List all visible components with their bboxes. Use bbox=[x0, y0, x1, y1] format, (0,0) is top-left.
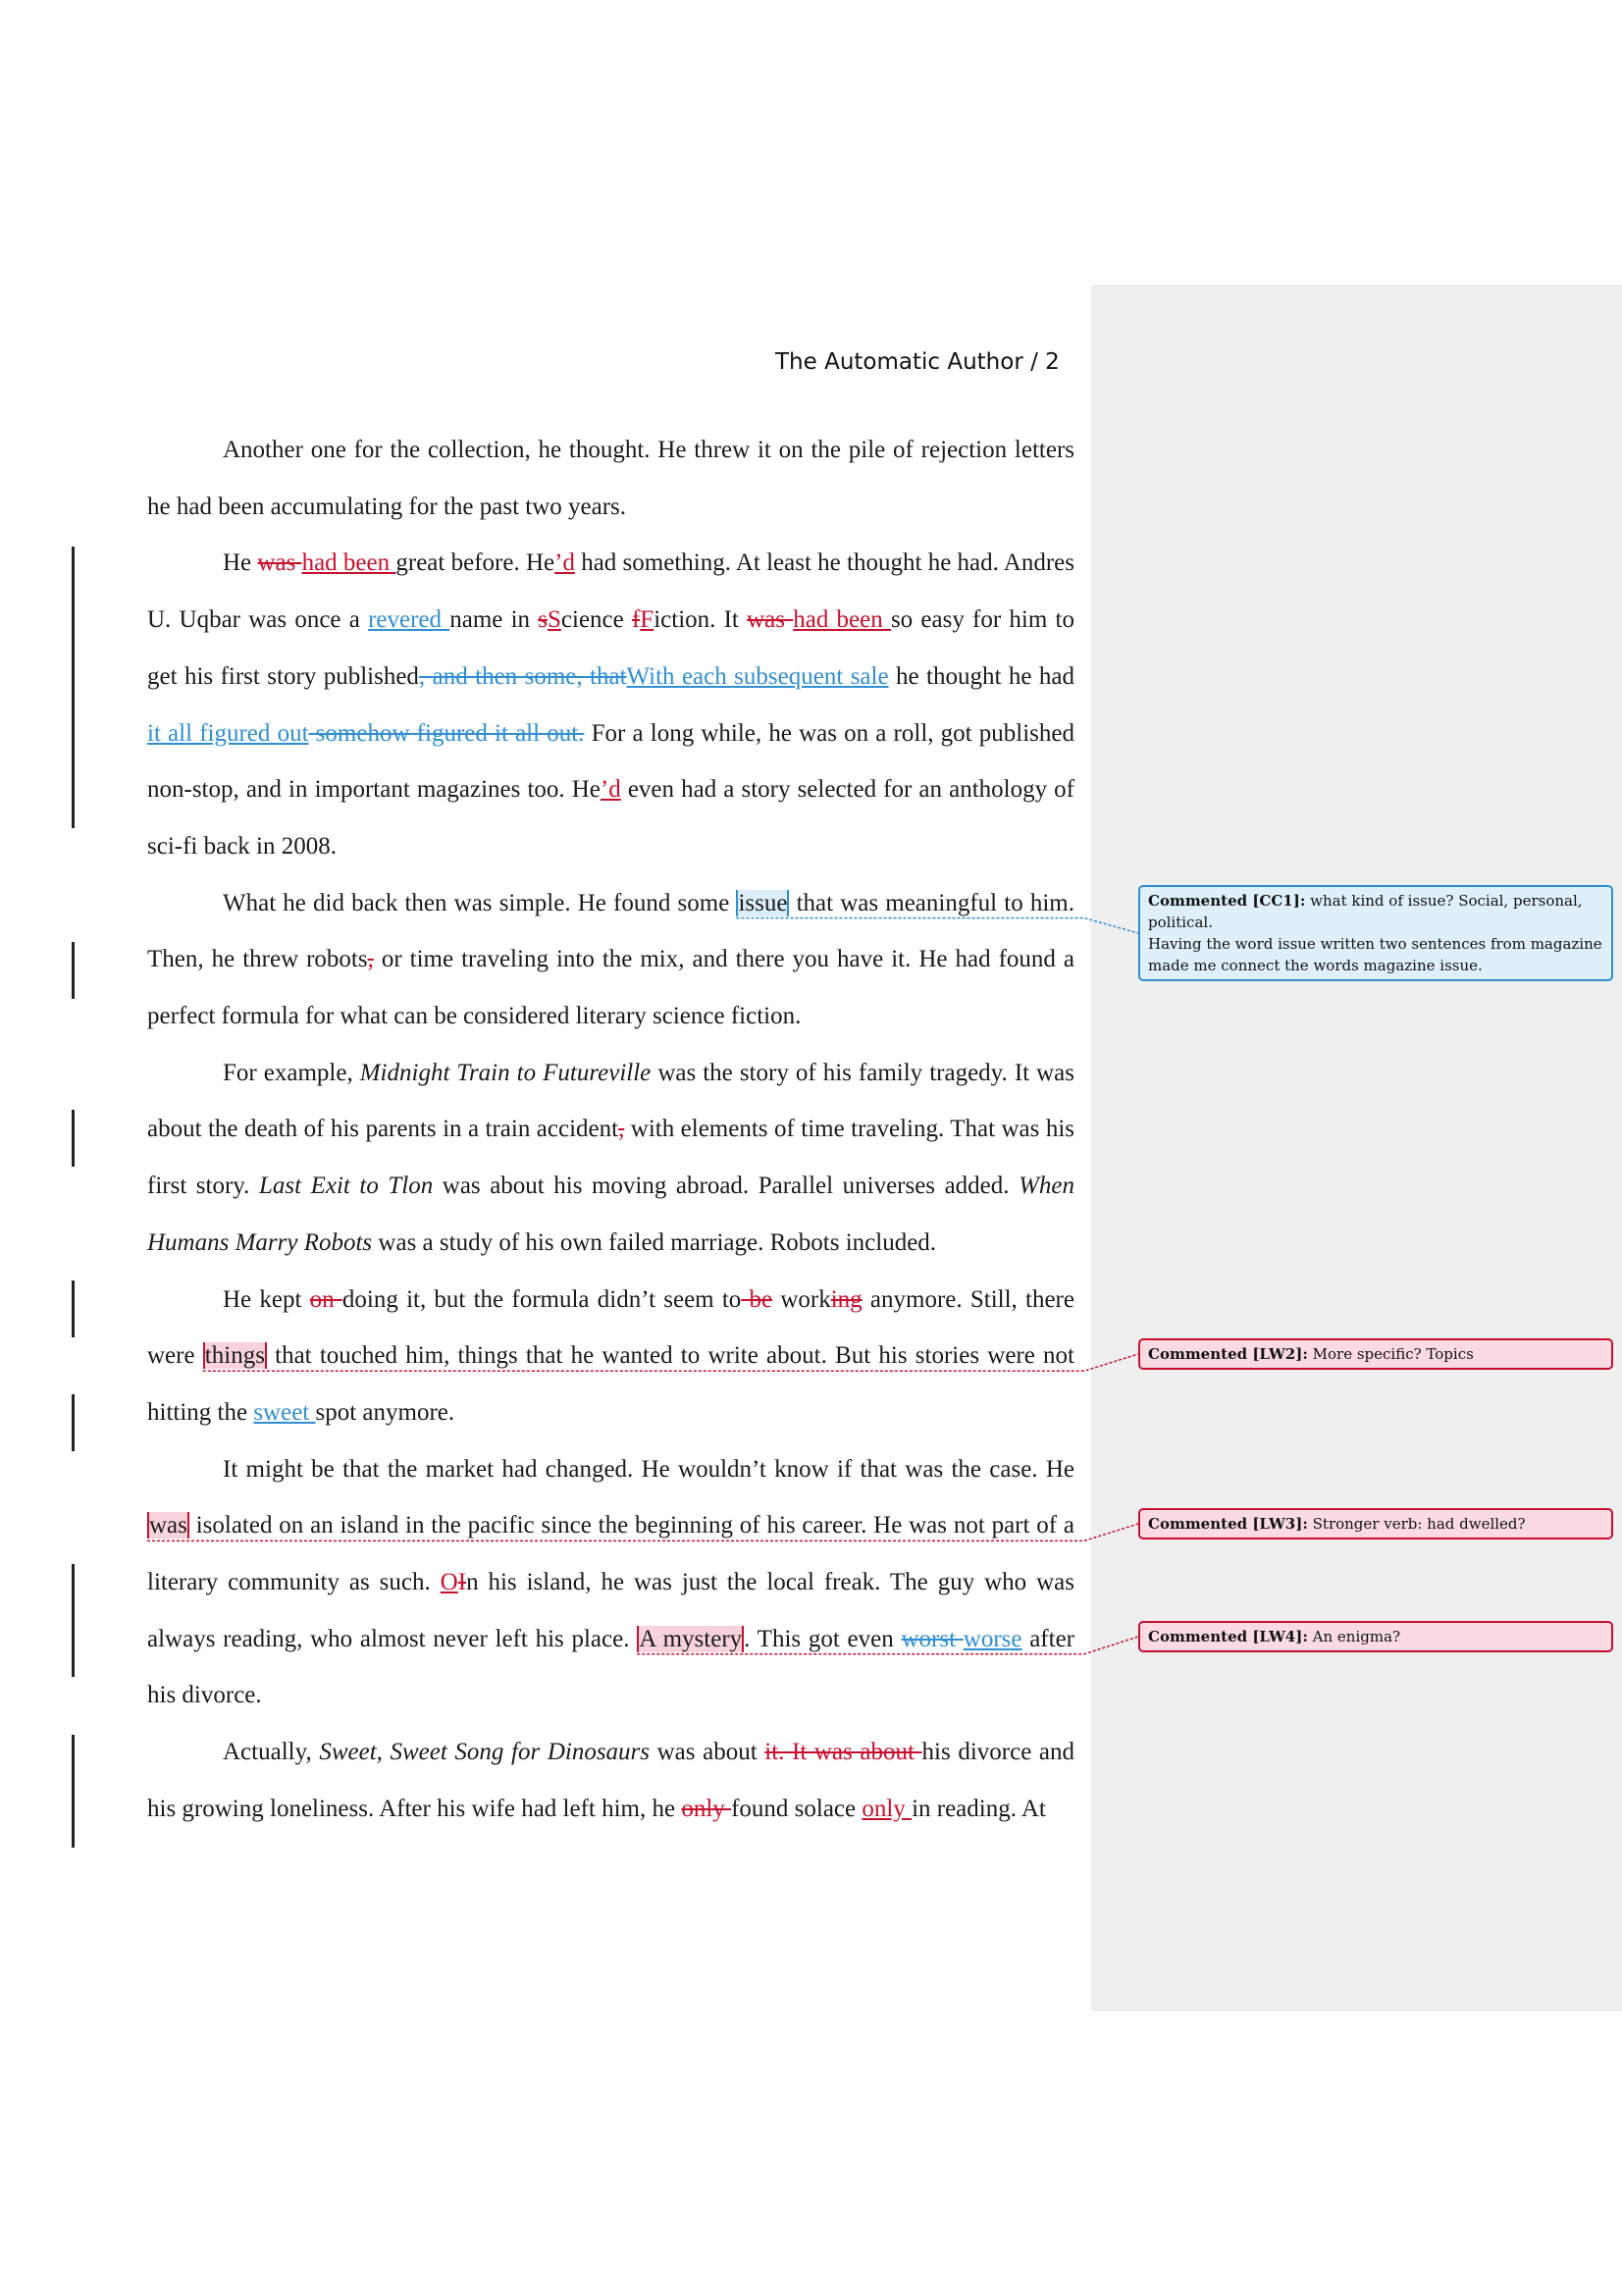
comment-balloon-lw2[interactable] bbox=[1138, 1338, 1613, 1370]
story-title: When Humans Marry Robots bbox=[147, 1173, 1074, 1256]
tracked-insertion[interactable]: O bbox=[440, 1569, 458, 1596]
story-title: Last Exit to Tlon bbox=[258, 1173, 434, 1200]
comment-label: Commented [LW3]: bbox=[1148, 1515, 1308, 1533]
tracked-insertion[interactable]: ’d bbox=[600, 776, 621, 804]
tracked-deletion[interactable]: worst bbox=[901, 1625, 964, 1652]
tracked-insertion[interactable]: worse bbox=[963, 1625, 1022, 1652]
tracked-insertion[interactable]: ’d bbox=[554, 549, 575, 577]
comment-text: More specific? Topics bbox=[1307, 1345, 1474, 1363]
change-bar bbox=[72, 1394, 75, 1451]
tracked-deletion[interactable]: was bbox=[747, 606, 794, 634]
tracked-insertion[interactable]: had been bbox=[301, 549, 396, 577]
comment-anchor-lw2[interactable]: things bbox=[204, 1342, 265, 1370]
document-body bbox=[147, 422, 1074, 1838]
paragraph: He kept on doing it, but the formula didn’t seem to be working anymore. Still, there were things that touched him, things that he wanted to write about. But his stories were not hitting the sweet spot anymore. bbox=[147, 1285, 1074, 1426]
comment-balloon-cc1[interactable] bbox=[1138, 885, 1613, 981]
paragraph: It might be that the market had changed. He wouldn’t know if that was the case. He was isolated on an island in the pacific since the beginning of his career. He was not part of a literary community as such. OIn his island, he was just the local freak. The guy who was always reading, who almost never left his place. A mystery. This got even worst worse after his divorce. bbox=[147, 1455, 1075, 1709]
comment-anchor-lw4[interactable]: A mystery bbox=[639, 1625, 743, 1652]
comment-text: what kind of issue? Social, personal, political. bbox=[1148, 892, 1583, 931]
change-bar bbox=[72, 1564, 75, 1677]
tracked-deletion[interactable]: on bbox=[309, 1285, 342, 1313]
paragraph: Actually, Sweet, Sweet Song for Dinosaurs was about it. It was about his divorce and his growing loneliness. After his wife had left him, he only found solace only in reading. At bbox=[147, 1739, 1074, 1822]
tracked-deletion[interactable]: f bbox=[631, 606, 641, 634]
tracked-deletion[interactable]: was bbox=[257, 549, 302, 577]
comment-balloon-lw4[interactable] bbox=[1138, 1621, 1613, 1652]
tracked-insertion[interactable]: With each subsequent sale bbox=[626, 662, 889, 690]
tracked-deletion[interactable]: , bbox=[367, 946, 374, 973]
tracked-deletion[interactable]: ing bbox=[830, 1285, 863, 1313]
story-title: Sweet, Sweet Song for Dinosaurs bbox=[319, 1739, 651, 1766]
comment-label: Commented [LW4]: bbox=[1148, 1628, 1308, 1645]
tracked-insertion[interactable]: it all figured out bbox=[147, 719, 309, 747]
tracked-deletion[interactable]: only bbox=[681, 1795, 732, 1822]
comment-anchor-lw3[interactable]: was bbox=[149, 1512, 187, 1539]
tracked-deletion[interactable]: I bbox=[457, 1569, 467, 1596]
change-bar bbox=[72, 1280, 75, 1337]
change-bar bbox=[72, 547, 75, 828]
comment-label: Commented [CC1]: bbox=[1148, 892, 1306, 910]
paragraph: For example, Midnight Train to Futureville was the story of his family tragedy. It was about the death of his parents in a train accident, with elements of time traveling. That was his first story. Last Exit to Tlon was about his moving abroad. Parallel universes added. When Humans Marry Robots was a study of his own failed marriage. Robots included. bbox=[147, 1059, 1075, 1256]
tracked-insertion[interactable]: had been bbox=[793, 606, 891, 634]
tracked-insertion[interactable]: F bbox=[640, 606, 654, 634]
tracked-insertion[interactable]: revered bbox=[368, 606, 450, 634]
change-bar bbox=[72, 1735, 75, 1848]
comment-text: An enigma? bbox=[1307, 1628, 1401, 1645]
tracked-deletion[interactable]: , and then some, that bbox=[418, 662, 627, 690]
comment-balloon-lw3[interactable] bbox=[1138, 1508, 1613, 1539]
change-bar bbox=[72, 1110, 75, 1167]
change-bar bbox=[72, 942, 75, 999]
tracked-deletion[interactable]: s bbox=[538, 606, 548, 634]
tracked-deletion[interactable]: be bbox=[741, 1285, 773, 1313]
tracked-insertion[interactable]: S bbox=[548, 606, 561, 634]
running-head: The Automatic Author / 2 bbox=[775, 349, 1060, 375]
comment-text: Stronger verb: had dwelled? bbox=[1307, 1515, 1526, 1533]
comment-text: Having the word issue written two sentences from magazine made me connect the words magazine issue. bbox=[1148, 935, 1602, 974]
tracked-deletion[interactable]: it. It was about bbox=[764, 1739, 922, 1766]
story-title: Midnight Train to Futureville bbox=[359, 1059, 652, 1086]
tracked-deletion[interactable]: somehow figured it all out. bbox=[308, 719, 585, 747]
tracked-insertion[interactable]: only bbox=[862, 1795, 913, 1822]
comment-label: Commented [LW2]: bbox=[1148, 1345, 1308, 1363]
tracked-insertion[interactable]: sweet bbox=[253, 1398, 316, 1426]
paragraph: Another one for the collection, he thought. He threw it on the pile of rejection letters he had been accumulating for the past two years. bbox=[147, 437, 1074, 520]
paragraph: He was had been great before. He’d had something. At least he thought he had. Andres U. Uqbar was once a revered name in sScience fFiction. It was had been so easy for him to get his first story published, and then some, thatWith each subsequent sale he thought he had it all figured out somehow figured it all out. For a long while, he was on a roll, got published non-stop, and in important magazines too. He’d even had a story selected for an anthology of sci-fi back in 2008. bbox=[147, 549, 1075, 860]
paragraph: What he did back then was simple. He found some issue that was meaningful to him. Then, he threw robots, or time traveling into the mix, and there you have it. He had found a perfect formula for what can be considered literary science fiction. bbox=[147, 889, 1075, 1030]
comment-markup-pane bbox=[1091, 285, 1622, 2011]
comment-anchor-cc1[interactable]: issue bbox=[738, 889, 788, 916]
tracked-deletion[interactable]: , bbox=[618, 1116, 625, 1143]
